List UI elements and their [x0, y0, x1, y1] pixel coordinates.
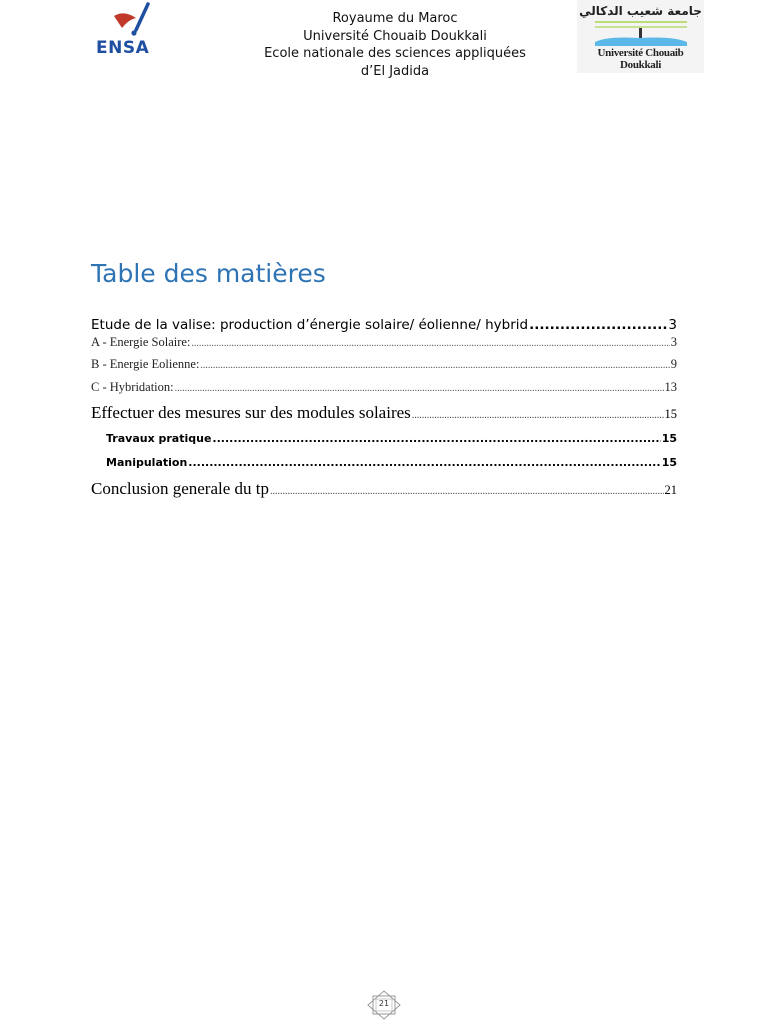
- toc-entry-label: Effectuer des mesures sur des modules solaires: [91, 403, 411, 422]
- toc-leader: [270, 486, 664, 497]
- toc-page-number: 9: [670, 357, 677, 371]
- toc-entry-label: A - Energie Solaire:: [91, 335, 191, 349]
- toc-leader: [412, 410, 664, 421]
- toc-entry-manipulation[interactable]: [106, 456, 677, 469]
- toc-leader: [200, 360, 669, 371]
- toc-entry-label: Etude de la valise: production d’énergie solaire/ éolienne/ hybrid: [91, 317, 529, 333]
- page-number-badge: [367, 990, 401, 1020]
- toc-leader: [529, 317, 667, 333]
- toc-entry-label: B - Energie Eolienne:: [91, 357, 200, 371]
- header-line-3: Ecole nationale des sciences appliquées: [264, 46, 526, 61]
- toc-page-number: 21: [664, 483, 677, 497]
- toc-entry-measurements[interactable]: [91, 403, 677, 423]
- toc-entry-wind[interactable]: [91, 357, 677, 372]
- toc-title: Table des matières: [91, 259, 326, 288]
- header-line-2: Université Chouaib Doukkali: [303, 28, 487, 44]
- university-logo: [577, 0, 704, 73]
- page-number: 21: [378, 999, 390, 1008]
- university-emblem-icon: [577, 18, 704, 48]
- ensa-logo: [92, 2, 174, 58]
- toc-page-number: 15: [661, 456, 677, 469]
- toc-page-number: 15: [664, 407, 677, 421]
- header-line-4: d’El Jadida: [360, 63, 430, 79]
- ensa-logo-text: ENSA: [96, 38, 150, 58]
- toc-leader: [175, 383, 664, 394]
- toc-page-number: 3: [668, 317, 677, 333]
- toc-entry-conclusion[interactable]: [91, 479, 677, 499]
- university-logo-arabic: جامعة شعيب الدكالي: [579, 4, 702, 18]
- toc-entry-label: Conclusion generale du tp: [91, 479, 269, 498]
- toc-leader: [191, 338, 669, 349]
- university-logo-latin: Université Chouaib Doukkali: [597, 47, 684, 71]
- toc-page-number: 15: [661, 432, 677, 445]
- institution-header: [245, 10, 545, 80]
- toc-entry-hybrid[interactable]: [91, 380, 677, 395]
- ensa-emblem-icon: [92, 2, 174, 42]
- toc-entry-solar[interactable]: [91, 335, 677, 350]
- toc-entry-label: C - Hybridation:: [91, 380, 174, 394]
- toc-leader: [212, 432, 660, 445]
- toc-page-number: 3: [670, 335, 677, 349]
- toc-leader: [188, 456, 660, 469]
- toc-entry-practical-work[interactable]: [106, 432, 677, 445]
- header-line-1: Royaume du Maroc: [332, 11, 458, 26]
- toc-entry-label: Manipulation: [106, 456, 188, 469]
- toc-page-number: 13: [664, 380, 677, 394]
- toc-entry-label: Travaux pratique: [106, 432, 212, 445]
- toc-entry-study[interactable]: [91, 317, 677, 333]
